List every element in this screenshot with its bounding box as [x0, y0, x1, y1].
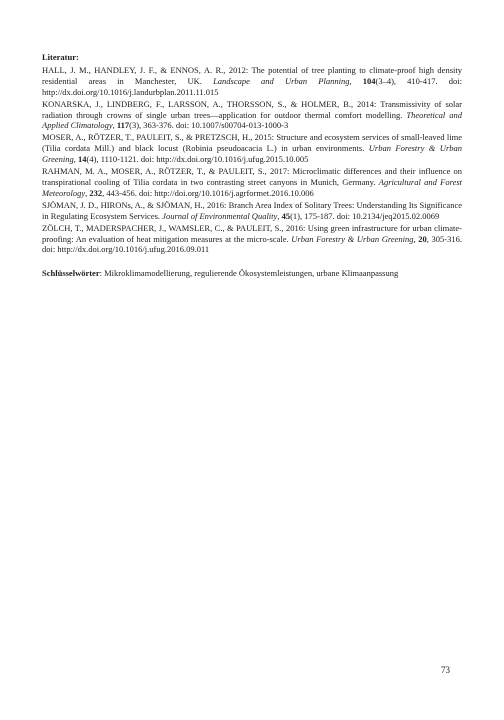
reference-title: Microclimatic differences and their influence on transpirational cooling of Tilia cordata in two contrasting street canyons in Munich, Germany. [42, 166, 463, 187]
reference-journal: Agricultural and Forest Meteorology [42, 176, 463, 198]
reference-volume: 117 [116, 120, 130, 131]
reference-volume: 20 [418, 233, 427, 244]
reference-pages-doi: , 443-456. doi: http://doi.org/10.1016/j.agrformet.2016.10.006 [102, 187, 314, 198]
reference-volume: 14 [78, 154, 87, 165]
reference-pages-doi: (3), 363-376. doi: 10.1007/s00704-013-1000-3 [129, 120, 289, 131]
reference-authors: SJÖMAN, J. D., HIRONs, A., & SJÖMAN, H., 2016: [42, 199, 229, 210]
reference-title: Structure and ecosystem services of small-leaved lime (Tilia cordata Mill.) and black locust (Robinia pseudoacacia L.) in urban environments. [42, 132, 463, 154]
reference-pages-doi: (3–4), 410-417. doi: http://dx.doi.org/10.1016/j.landurbplan.2011.11.015 [42, 75, 462, 97]
reference-journal: Landscape and Urban Planning [213, 75, 350, 86]
page-number: 73 [441, 665, 450, 675]
reference-separator: , [112, 120, 117, 131]
keywords-text: : Mikroklimamodellierung, regulierende Ökosystemleistungen, urbane Klimaanpassung [99, 268, 399, 279]
reference-entry [42, 166, 462, 199]
reference-entry [42, 200, 462, 222]
reference-authors: KONARSKA, J., LINDBERG, F., LARSSON, A., THORSSON, S., & HOLMER, B., 2014: [42, 98, 381, 109]
reference-title: The potential of tree planting to climate-proof high density residential areas in Manchester, UK. [42, 64, 462, 86]
reference-authors: RAHMAN, M. A., MOSER, A., RÖTZER, T., & PAULEIT, S., 2017: [42, 166, 293, 177]
keywords-label: Schlüsselwörter [42, 268, 100, 279]
reference-separator: , [277, 210, 282, 221]
reference-separator: , [349, 75, 363, 86]
reference-journal: Journal of Environmental Quality [162, 210, 278, 221]
reference-authors: HALL, J. M., HANDLEY, J. F., & ENNOS, A. R., 2012: [42, 64, 252, 75]
reference-title: Using green infrastructure for urban climate-proofing: An evaluation of heat mitigation measures at the micro-scale. [42, 222, 462, 244]
reference-journal: Theoretical and Applied Climatology [42, 109, 462, 131]
reference-title: Transmissivity of solar radiation through crowns of single urban trees—application for outdoor thermal comfort modelling. [42, 98, 462, 120]
reference-pages-doi: (1), 175-187. doi: 10.2134/jeq2015.02.0069 [290, 210, 440, 221]
reference-volume: 45 [281, 210, 291, 221]
reference-authors: ZÖLCH, T., MADERSPACHER, J., WAMSLER, C., & PAULEIT, S., 2016: [42, 222, 308, 233]
reference-entry [42, 132, 462, 165]
reference-volume: 104 [362, 75, 376, 86]
reference-separator: , [85, 187, 90, 198]
reference-entry [42, 99, 462, 132]
reference-authors: MOSER, A., RÖTZER, T., PAULEIT, S., & PRETZSCH, H., 2015: [42, 132, 277, 143]
reference-journal: Urban Forestry & Urban Greening [42, 143, 463, 165]
reference-journal: Urban Forestry & Urban Greening [291, 233, 414, 244]
reference-entry [42, 223, 462, 256]
references-heading: Literatur: [42, 52, 79, 62]
reference-separator: , [73, 154, 79, 165]
reference-separator: , [413, 233, 419, 244]
page-content [42, 52, 462, 279]
reference-pages-doi: (4), 1110-1121. doi: http://dx.doi.org/10.1016/j.ufug.2015.10.005 [86, 154, 309, 165]
reference-pages-doi: , 305-316. doi: http://dx.doi.org/10.1016/j.ufug.2016.09.011 [42, 233, 462, 255]
reference-title: Branch Area Index of Solitary Trees: Understanding Its Significance in Regulating Ecosystem Services. [42, 199, 462, 221]
reference-entry [42, 65, 462, 98]
reference-volume: 232 [89, 187, 103, 198]
keywords-line [42, 268, 462, 279]
